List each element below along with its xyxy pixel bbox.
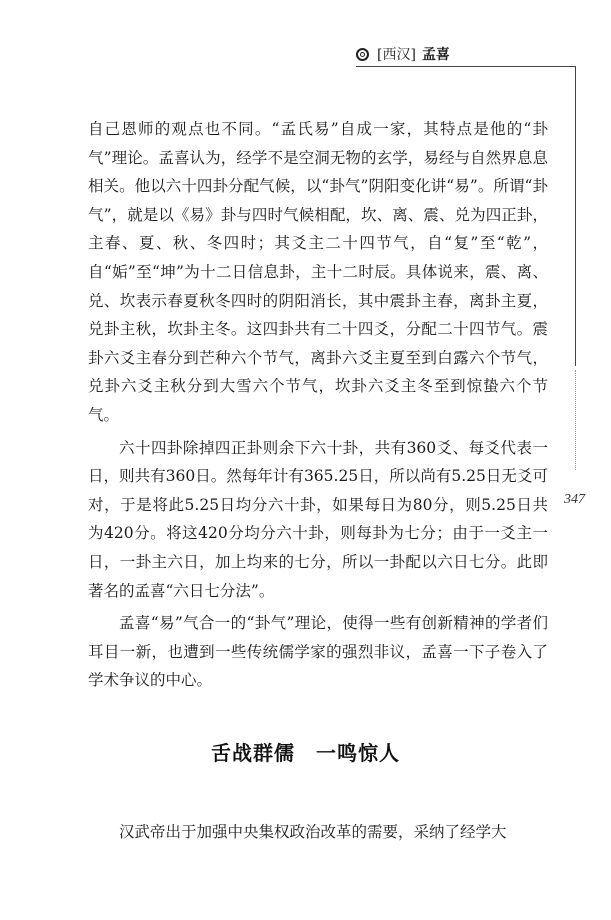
paragraph-1: 自己恩师的观点也不同。“孟氏易”自成一家，其特点是他的“卦气”理论。孟喜认为，经学不是空洞无物的玄学，易经与自然界息息相关。他以六十四卦分配气候，以“卦气”阴阳变化讲“易”。所谓“卦气”，就是以《易》卦与四时气候相配，坎、离、震、兑为四正卦，主春、夏、秋、冬四时；其爻主二十四节气，自“复”至“乾”，自“姤”至“坤”为十二日信息卦，主十二时辰。具体说来，震、离、兑、坎表示春夏秋冬四时的阴阳消长，其中震卦主春，离卦主夏，兑卦主秋，坎卦主冬。这四卦共有二十四爻，分配二十四节气。震卦六爻主春分到芒种六个节气，离卦六爻主夏至到白露六个节气，兑卦六爻主秋分到大雪六个节气，坎卦六爻主冬至到惊蛰六个节气。 bbox=[88, 120, 548, 424]
paragraph-4: 汉武帝出于加强中央集权政治改革的需要，采纳了经学大 bbox=[119, 823, 507, 841]
paragraph-3: 孟喜“易”气合一的“卦气”理论，使得一些有创新精神的学者们耳目一新，也遭到一些传统儒学家的强烈非议，孟喜一下子卷入了学术争议的中心。 bbox=[88, 614, 548, 690]
paragraph-2: 六十四卦除掉四正卦则余下六十卦，共有360爻、每爻代表一日，则共有360日。然每年计有365.25日，所以尚有5.25日无爻可对，于是将此5.25日均分六十卦，如果每日为80分，则5.25日共为420分。将这420分均分六十卦，则每卦为七分；由于一爻主一日，一卦主六日，加上均来的七分，所以一卦配以六日七分。此即著名的孟喜“六日七分法”。 bbox=[88, 438, 548, 600]
margin-rule-dotted bbox=[575, 370, 576, 470]
body-text bbox=[88, 115, 548, 699]
circle-ornament-icon bbox=[356, 48, 369, 61]
header-author: 孟喜 bbox=[421, 47, 450, 63]
section-heading: 舌战群儒 一鸣惊人 bbox=[211, 741, 400, 765]
page-number: 347 bbox=[564, 492, 585, 507]
running-header bbox=[356, 42, 450, 66]
margin-rule bbox=[575, 66, 576, 366]
header-dynasty: [西汉] bbox=[377, 47, 416, 63]
header-rule bbox=[356, 66, 576, 67]
